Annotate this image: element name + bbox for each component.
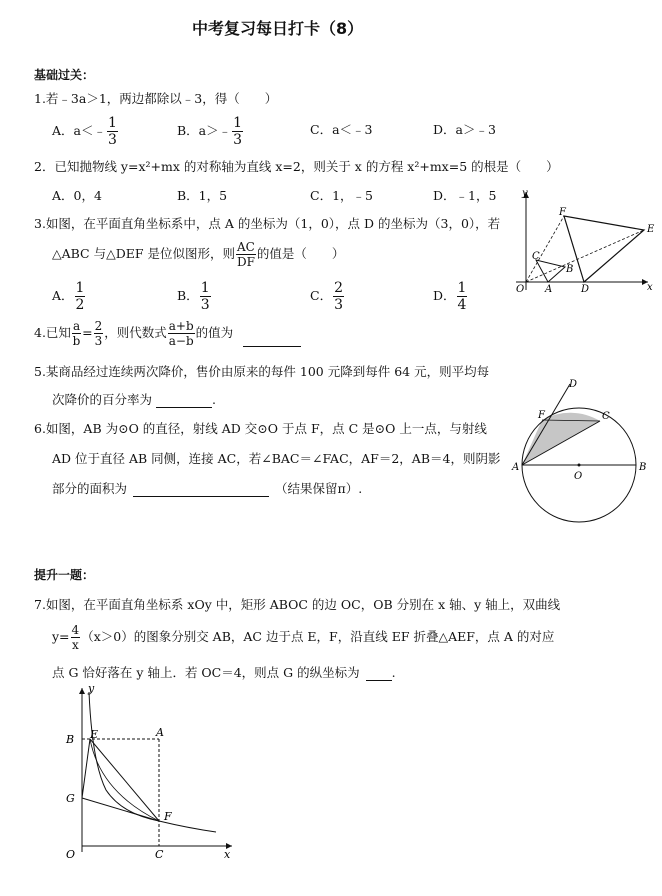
q6-fig-label-b: B [639, 462, 647, 473]
q3-figure [508, 184, 662, 296]
q3-option-a: A． $\frac{1}{2}$ [52, 280, 85, 313]
q2-stem: 2．已知抛物线 y=x²+mx 的对称轴为直线 x=2，则关于 x 的方程 x²+mx=5 的根是（ ） [34, 159, 559, 174]
section-advanced-heading: 提升一题： [34, 568, 95, 582]
q5-answer-blank[interactable] [156, 395, 212, 408]
q6-fig-label-d: D [569, 379, 578, 390]
q7-fig-label-a: A [156, 726, 164, 739]
q7-line1: 7.如图，在平面直角坐标系 xOy 中，矩形 ABOC 的边 OC，OB 分别在 x 轴、y 轴上，双曲线 [34, 597, 561, 612]
q7-fig-label-o: O [66, 848, 76, 861]
q1-option-b: B．a＞﹣ $\frac{1}{3}$ [177, 115, 243, 148]
q6-line2: AD 位于直径 AB 同侧，连接 AC，若∠BAC＝∠FAC，AF＝2，AB＝4，则阴影 [52, 451, 501, 466]
q3-fig-label-o: O [516, 284, 525, 295]
q3-option-c: C． $\frac{2}{3}$ [310, 280, 343, 313]
q7-fig-label-y: y [88, 682, 95, 695]
q3-option-b: B． $\frac{1}{3}$ [177, 280, 210, 313]
q7-fig-label-b: B [66, 733, 75, 746]
q3-line1: 3.如图，在平面直角坐标系中，点 A 的坐标为（1，0），点 D 的坐标为（3，0），若 [34, 216, 501, 231]
q7-fig-label-x: x [224, 848, 231, 861]
q6-line1: 6.如图，AB 为⊙O 的直径，射线 AD 交⊙O 于点 F，点 C 是⊙O 上一点，与射线 [34, 421, 487, 436]
q3-fig-label-d: D [581, 284, 590, 295]
q6-fig-label-a: A [512, 462, 520, 473]
q3-fig-label-e: E [647, 224, 655, 235]
q3-fig-label-c: C [532, 251, 540, 262]
q7-fig-label-e: E [90, 728, 99, 741]
q6-fig-label-o: O [574, 471, 583, 482]
q3-fig-label-a: A [545, 284, 553, 295]
section-basic-heading: 基础过关： [34, 68, 95, 82]
q7-fig-label-f: F [164, 810, 172, 823]
q1-option-d: D．a＞﹣3 [433, 122, 496, 137]
q4-answer-blank[interactable] [243, 334, 301, 347]
q4-line: 4.已知 $\frac{a}{b}$ = $\frac{2}{3}$ ，则代数式 $\frac{a+b}{a-b}$ 的值为 [34, 320, 301, 347]
q7-line2: y= $\frac{4}{x}$ （x＞0）的图象分别交 AB，AC 边于点 E，F，沿直线 EF 折叠△AEF，点 A 的对应 [52, 623, 555, 652]
q2-option-b: B．1，5 [177, 188, 228, 203]
q2-option-a: A．0，4 [52, 188, 102, 203]
q3-fig-label-x: x [647, 282, 653, 293]
q7-line3: 点 G 恰好落在 y 轴上．若 OC＝4，则点 G 的纵坐标为 . [52, 665, 396, 680]
q2-option-d: D．﹣1，5 [433, 188, 497, 203]
q6-answer-blank[interactable] [133, 484, 269, 497]
q3-line2: △ABC 与△DEF 是位似图形，则 $\frac{AC}{DF}$ 的值是（ ） [52, 240, 345, 269]
q5-line1: 5.某商品经过连续两次降价，售价由原来的每件 100 元降到每件 64 元，则平均每 [34, 364, 490, 379]
q6-fig-label-f: F [538, 410, 545, 421]
q7-fig-label-c: C [155, 848, 164, 861]
q7-figure [48, 682, 248, 862]
q3-fig-label-b: B [566, 264, 574, 275]
q7-fig-label-g: G [66, 792, 75, 805]
q5-line2: 次降价的百分率为 . [52, 392, 216, 407]
q3-option-d: D． $\frac{1}{4}$ [433, 280, 467, 313]
q1-option-a: A．a＜﹣ $\frac{1}{3}$ [52, 115, 117, 148]
q3-fig-label-f: F [559, 207, 566, 218]
q6-figure [508, 376, 658, 528]
q1-stem: 1.若﹣3a＞1，两边都除以﹣3，得（ ） [34, 91, 278, 106]
page-title: 中考复习每日打卡（8） [192, 19, 364, 38]
q7-answer-blank[interactable] [366, 668, 392, 681]
q6-fig-label-c: C [602, 411, 610, 422]
q1-option-c: C．a＜﹣3 [310, 122, 373, 137]
q6-line3: 部分的面积为 （结果保留π）. [52, 481, 363, 496]
q2-option-c: C．1，﹣5 [310, 188, 373, 203]
q3-fig-label-y: y [522, 188, 528, 199]
